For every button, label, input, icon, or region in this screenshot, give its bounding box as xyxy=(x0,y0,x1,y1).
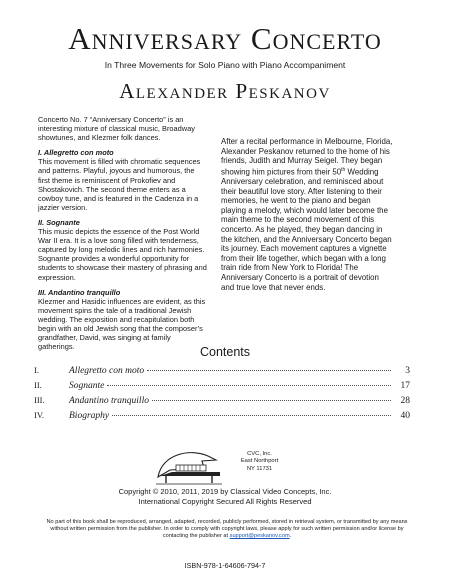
program-notes-column xyxy=(38,115,208,357)
movement-note xyxy=(38,288,208,352)
toc-number: II. xyxy=(34,380,42,390)
toc-leader-dots xyxy=(147,370,391,371)
story-text-start: After a recital performance in Melbourne, Florida, Alexander Peskanov returned to the home of his friends, Judith and Murray Seigel. They began showing him pictures from their 50 xyxy=(221,137,393,177)
copyright-notice xyxy=(0,487,450,507)
toc-entry[interactable] xyxy=(34,410,410,425)
movement-heading: III. Andantino tranquillo xyxy=(38,287,121,297)
movement-note xyxy=(38,218,208,282)
story-paragraph xyxy=(221,137,393,292)
movement-text: This movement is filled with chromatic sequences and patterns. Playful, joyous and humorous, the first theme is reminiscent of Prokofiev and Shostakovich. The second theme enters as a cowboy tune, and is featured in the Cadenza in a jazzier version. xyxy=(38,157,201,212)
toc-page-number: 40 xyxy=(400,411,410,421)
copyright-line: International Copyright Secured All Rights Reserved xyxy=(138,496,312,506)
movement-heading: II. Sognante xyxy=(38,217,80,227)
address-line: CVC, Inc. xyxy=(247,451,272,457)
toc-page-number: 3 xyxy=(405,366,410,376)
intro-paragraph: Concerto No. 7 “Anniversary Concerto” is an interesting mixture of classical music, Broadway showtunes, and Klezmer folk dances. xyxy=(38,115,195,143)
toc-number: IV. xyxy=(34,410,44,420)
toc-number: I. xyxy=(34,365,39,375)
movement-note xyxy=(38,148,208,212)
legal-end: . xyxy=(289,533,292,540)
legal-text: No part of this book shall be reproduced, arranged, adapted, recorded, publicly performed, stored in retrieval system, or transmitted by any means without written permission from the publisher. In order to comply with copyright laws, please apply for such written permission and/or license by contacting the publisher at xyxy=(46,519,408,540)
toc-label: Biography xyxy=(69,411,110,421)
toc-page-number: 28 xyxy=(400,396,410,406)
story-column xyxy=(221,137,393,298)
copyright-line: Copyright © 2010, 2011, 2019 by Classical Video Concepts, Inc. xyxy=(118,487,332,496)
toc-leader-dots xyxy=(152,400,391,401)
movement-text: Klezmer and Hasidic influences are evident, as this movement spins the tale of a traditional Jewish wedding. The exposition and recapitulation both begin with an old Jewish song that the composer’s grandfather, David, was singing at family gatherings. xyxy=(38,296,206,352)
ordinal-suffix: th xyxy=(341,166,346,173)
toc-entry[interactable] xyxy=(34,365,410,380)
address-line: East Northport xyxy=(240,458,279,465)
movement-heading: I. Allegretto con moto xyxy=(38,148,114,158)
table-of-contents xyxy=(34,365,410,425)
toc-label: Allegretto con moto xyxy=(69,366,145,376)
toc-label: Sognante xyxy=(69,381,105,391)
contents-heading: Contents xyxy=(199,345,251,359)
movement-text: This music depicts the essence of the Post World War II era. It is a love song filled with tenderness, captured by long melodic lines and rich harmonies. Sognante provides a wonderful opportunity for students to showcase their mastery of phrasing and expression. xyxy=(38,227,207,282)
publisher-logo xyxy=(150,446,228,486)
toc-leader-dots xyxy=(107,385,391,386)
isbn-number: ISBN-978-1-64606-794-7 xyxy=(184,561,266,570)
toc-entry[interactable] xyxy=(34,380,410,395)
legal-notice xyxy=(42,519,412,541)
toc-label: Andantino tranquillo xyxy=(69,396,149,406)
publisher-address xyxy=(232,451,287,473)
subtitle: In Three Movements for Solo Piano with Piano Accompaniment xyxy=(104,60,346,70)
toc-page-number: 17 xyxy=(400,381,410,391)
address-line: NY 11731 xyxy=(246,465,273,472)
story-text-end: Wedding Anniversary celebration, and reminisced about their beautiful love story. After listening to their memories, he went to the piano and began playing a melody, which would later become the main theme to the second movement of this concerto. As he played, they began dancing in the kitchen, and the Anniversary Concerto began its journey. Each movement captures a vignette from their life together, which began with a long train ride from New York to Florida! The Anniversary Concerto is a portrait of devotion and true love that never ends. xyxy=(221,167,392,292)
toc-entry[interactable] xyxy=(34,395,410,410)
page-title: Anniversary Concerto xyxy=(68,21,382,56)
toc-number: III. xyxy=(34,395,45,405)
toc-leader-dots xyxy=(112,415,391,416)
support-email-link[interactable]: support@peskanov.com xyxy=(229,533,290,540)
composer-name: Alexander Peskanov xyxy=(119,79,331,103)
